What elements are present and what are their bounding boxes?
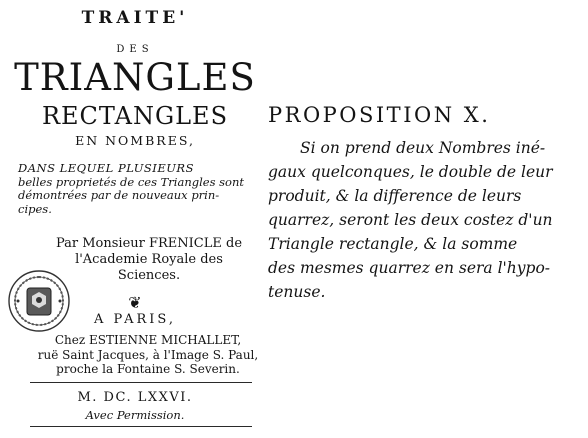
proposition-line: quarrez, seront les deux costez d'un	[268, 211, 553, 229]
proposition-title: PROPOSITION X.	[268, 103, 491, 127]
proposition-line: des mesmes quarrez en sera l'hypo-	[268, 259, 551, 277]
proposition-text	[268, 136, 586, 304]
proposition-line: produit, & la difference de leurs	[268, 187, 522, 205]
imprint-date: M. DC. LXXVI.	[77, 390, 193, 405]
subtitle-line: belles proprietés de ces Triangles sont	[18, 174, 244, 189]
subtitle-line: démontrées par de nouveaux prin-	[18, 188, 220, 202]
proposition-line: gaux quelconques, le double de leur	[268, 163, 553, 181]
subtitle-block	[18, 162, 268, 216]
proposition-line: Triangle rectangle, & la somme	[268, 235, 518, 253]
printer-line: proche la Fontaine S. Severin.	[56, 362, 240, 376]
fleuron-icon: ❦	[128, 293, 142, 312]
title-traite: TRAITE'	[81, 8, 189, 28]
imprint-place: A PARIS,	[94, 312, 176, 327]
proposition-line: Si on prend deux Nombres iné-	[300, 139, 546, 157]
proposition-line: tenuse.	[268, 283, 326, 301]
printer-line: Chez ESTIENNE MICHALLET,	[54, 333, 242, 347]
title-des: DES	[116, 44, 154, 55]
author-line: Par Monsieur FRENICLE de	[55, 236, 243, 251]
printer-line: ruë Saint Jacques, à l'Image S. Paul,	[37, 347, 259, 362]
proposition-block	[268, 103, 586, 313]
title-en-nombres: EN NOMBRES,	[75, 133, 195, 148]
printer-block	[24, 333, 272, 377]
title-triangles: TRIANGLES	[14, 56, 256, 99]
divider-rule	[30, 382, 252, 383]
title-rectangles: RECTANGLES	[41, 102, 229, 130]
author-line: l'Academie Royale des	[75, 252, 223, 267]
subtitle-line: cipes.	[18, 201, 52, 216]
divider-rule	[30, 426, 252, 427]
author-line: Sciences.	[117, 268, 181, 283]
subtitle-line: DANS LEQUEL PLUSIEURS	[18, 161, 194, 175]
title-page	[4, 6, 266, 434]
permission-note: Avec Permission.	[85, 408, 185, 422]
